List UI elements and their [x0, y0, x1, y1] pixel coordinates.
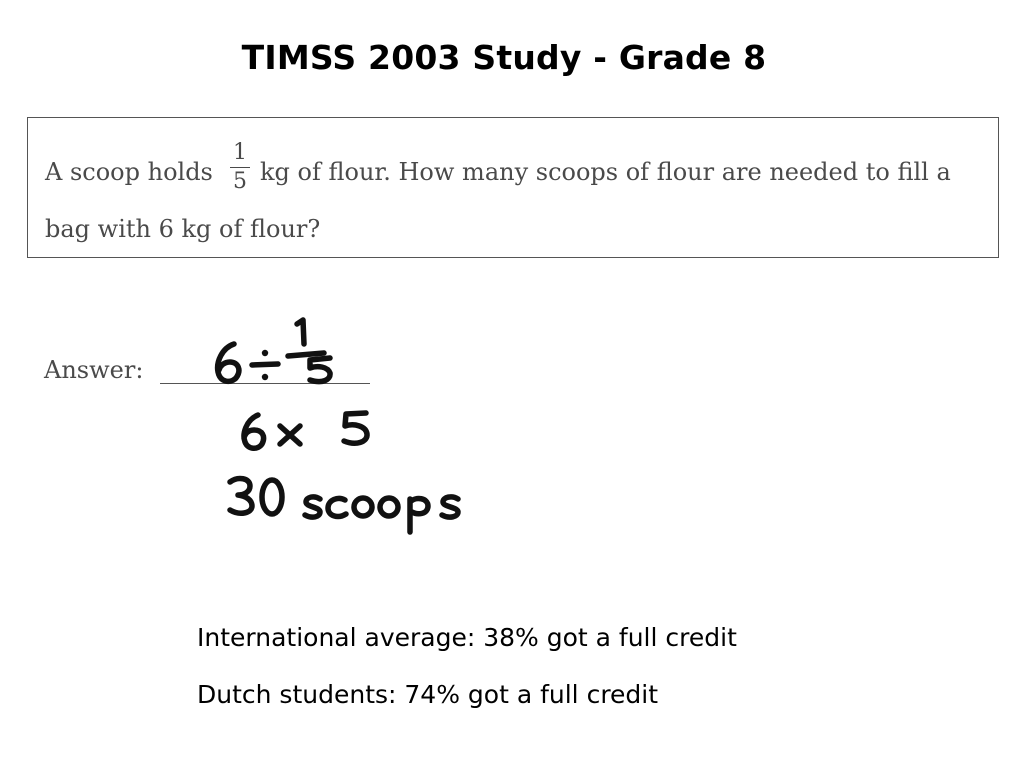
handwritten-answer — [200, 300, 500, 540]
slide-title: TIMSS 2003 Study - Grade 8 — [241, 38, 767, 77]
question-text-start: A scoop holds — [45, 158, 213, 186]
fraction-numerator: 1 — [233, 140, 247, 165]
question-fraction — [230, 140, 250, 195]
answer-label: Answer: — [44, 356, 144, 384]
fraction-denominator: 5 — [233, 169, 247, 194]
question-text-line2: bag with 6 kg of flour? — [45, 215, 321, 243]
handwritten-line-3 — [230, 479, 458, 532]
handwritten-line-2 — [244, 413, 367, 448]
question-text-rest: kg of flour. How many scoops of flour are needed to fill a — [260, 158, 951, 186]
international-average-stat: International average: 38% got a full credit — [197, 623, 737, 652]
handwritten-answer-drawing — [200, 300, 500, 540]
question-box — [27, 117, 999, 258]
handwritten-line-1 — [218, 320, 330, 382]
fraction-bar — [230, 167, 250, 168]
dutch-students-stat: Dutch students: 74% got a full credit — [197, 680, 659, 709]
